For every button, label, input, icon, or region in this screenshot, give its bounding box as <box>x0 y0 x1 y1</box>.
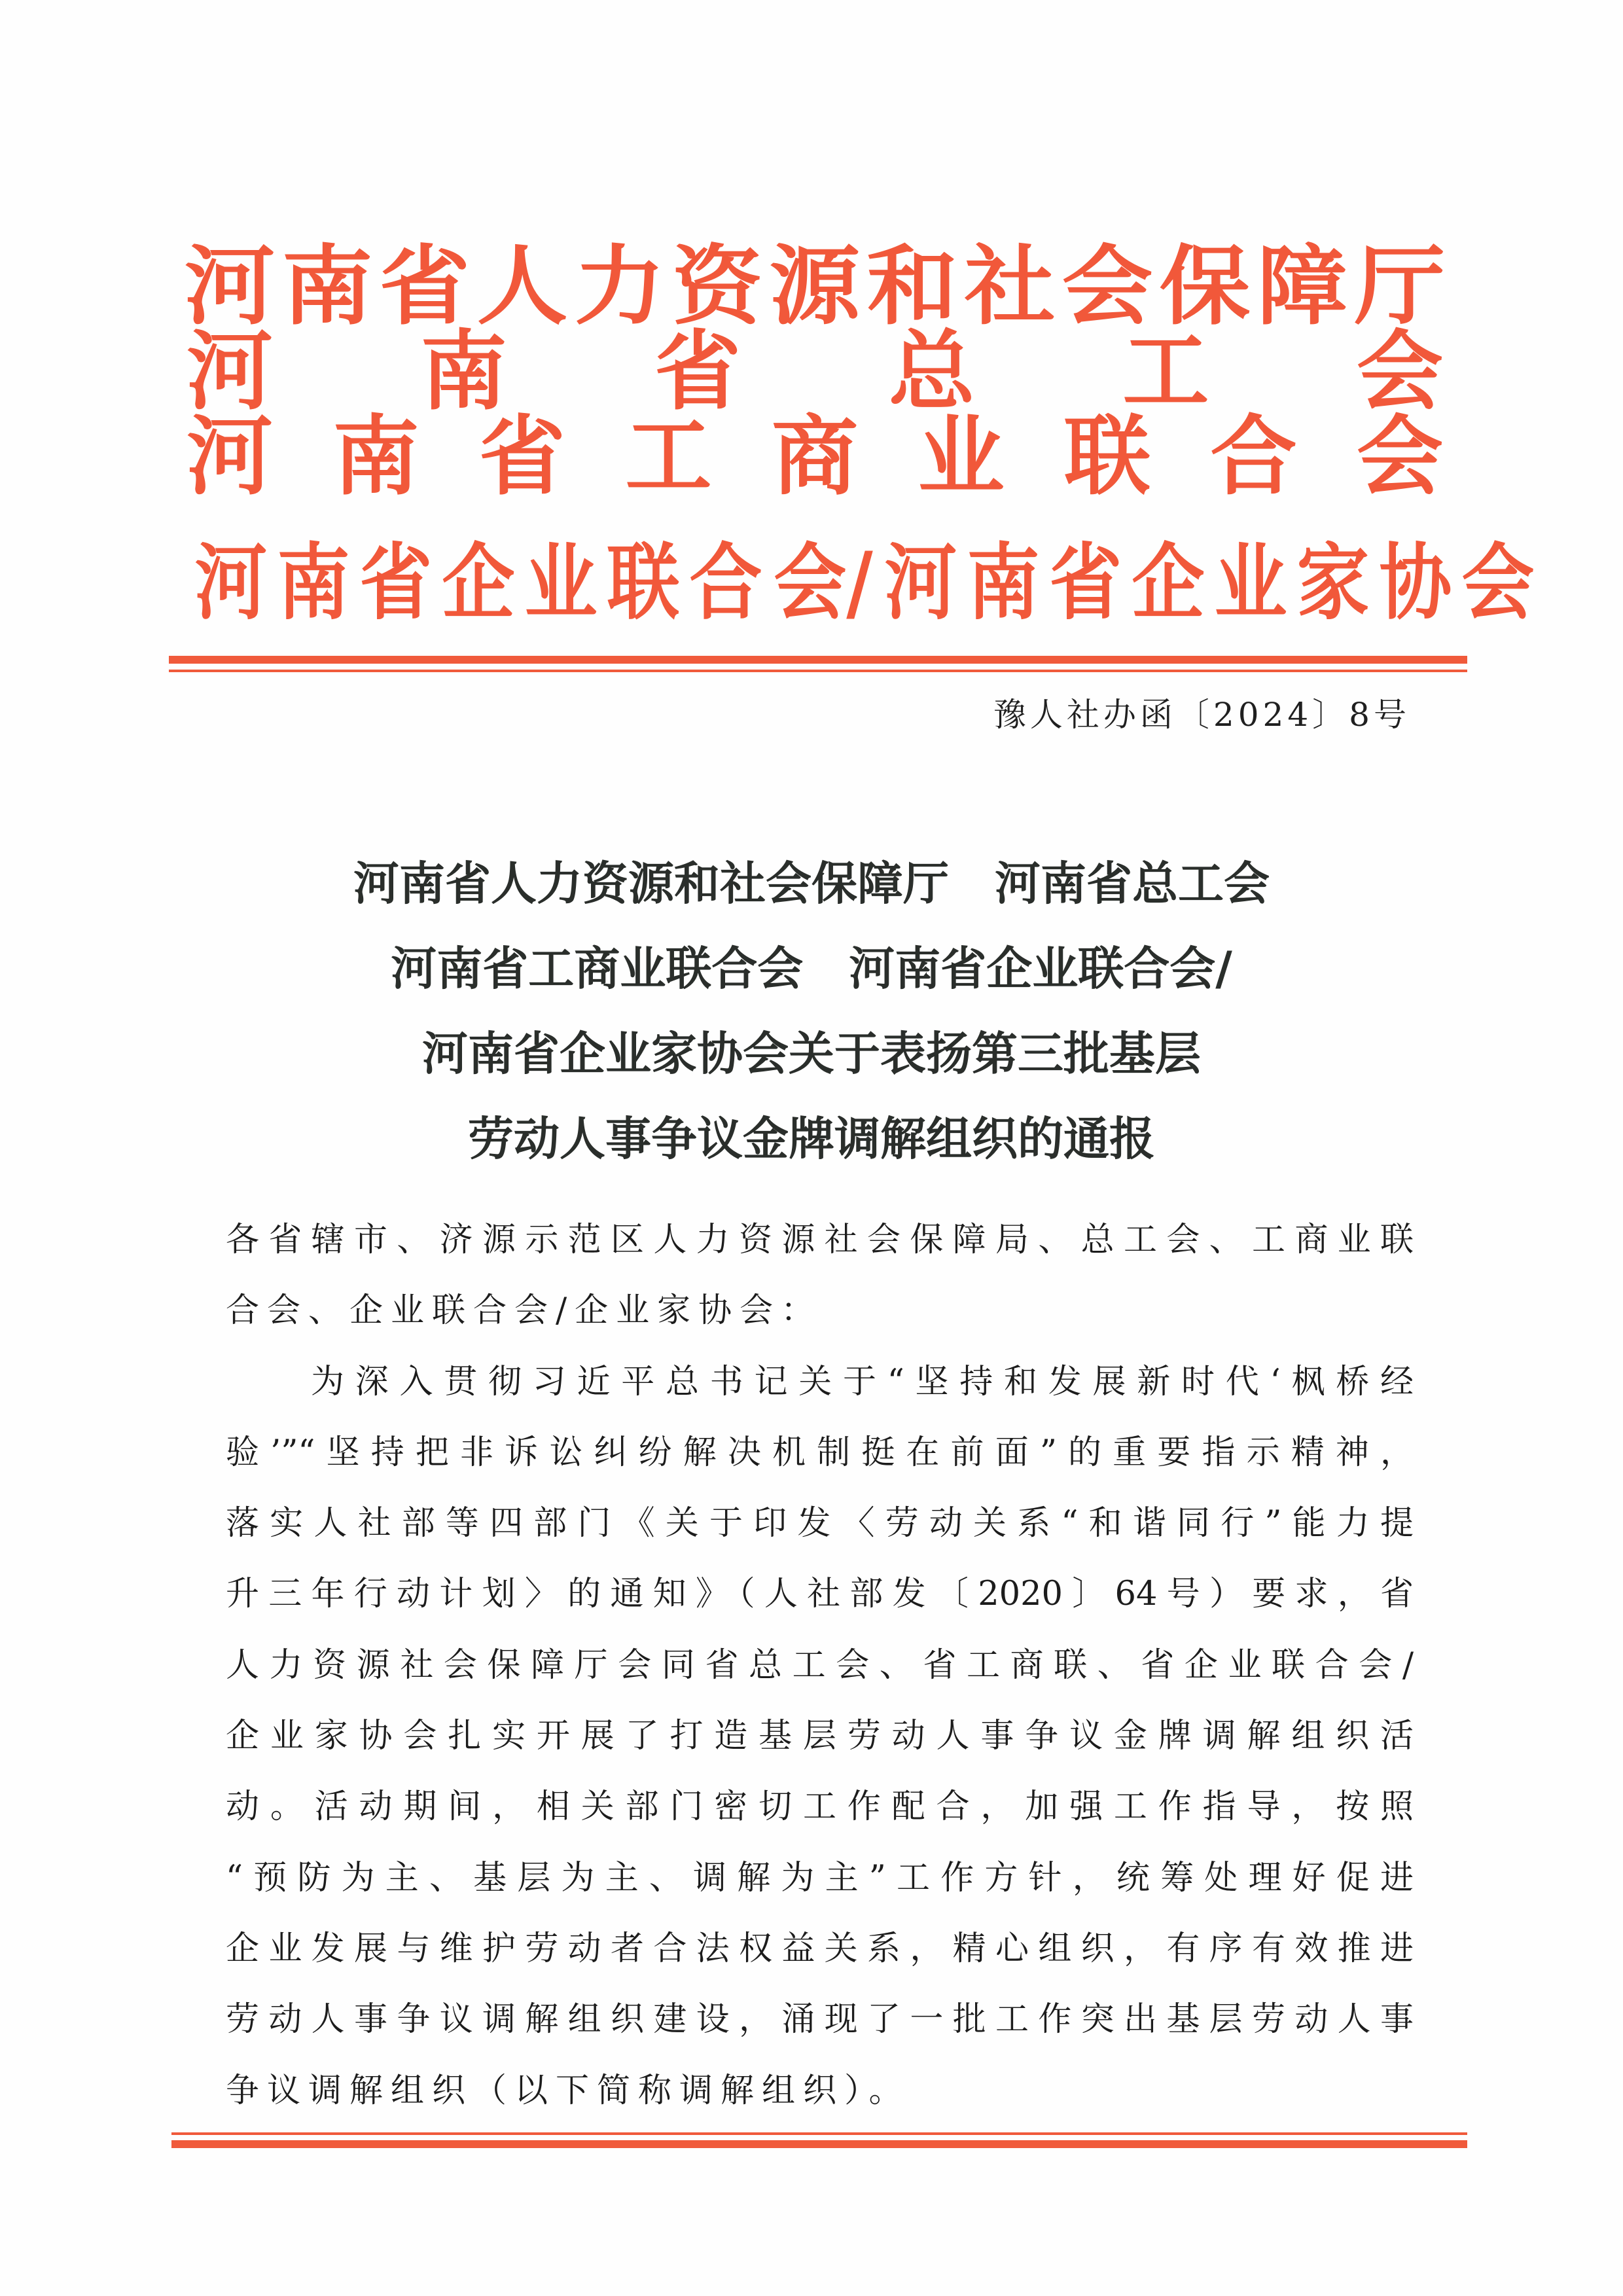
title-line: 河南省企业家协会关于表扬第三批基层 <box>422 1027 1201 1081</box>
masthead-char: 协 <box>1379 534 1452 631</box>
masthead-char: 省 <box>379 235 471 337</box>
masthead-char: 会/ <box>774 534 873 631</box>
body-line: 为深入贯彻习近平总书记关于“坚持和发展新时代‘枫桥经 <box>311 1362 1414 1401</box>
masthead-char: 省 <box>479 405 565 507</box>
masthead-char: 业 <box>524 534 597 631</box>
masthead-char: 和 <box>866 235 958 337</box>
masthead-char: 南 <box>332 405 419 507</box>
masthead-char: 河 <box>884 534 957 631</box>
masthead-char: 会 <box>1461 534 1535 631</box>
masthead-char: 家 <box>1296 534 1370 631</box>
masthead-char: 省 <box>359 534 433 631</box>
masthead-char: 南 <box>277 534 350 631</box>
masthead-char: 保 <box>1159 235 1251 337</box>
body-line: 落实人社部等四部门《关于印发〈劳动关系“和谐同行”能力提 <box>226 1504 1414 1543</box>
title-line: 河南省人力资源和社会保障厅 河南省总工会 <box>353 857 1270 910</box>
masthead-char: 会 <box>1356 320 1443 422</box>
body-line: 人力资源社会保障厅会同省总工会、省工商联、省企业联合会/ <box>226 1645 1414 1685</box>
masthead-char: 企 <box>1132 534 1205 631</box>
masthead-char: 商 <box>772 405 858 507</box>
footer-rule-thick <box>171 2140 1467 2148</box>
masthead-char: 人 <box>476 235 568 337</box>
masthead-char: 力 <box>574 235 666 337</box>
title-line: 劳动人事争议金牌调解组织的通报 <box>468 1112 1155 1166</box>
masthead-char: 河 <box>187 405 273 507</box>
document-title <box>157 841 1466 1181</box>
masthead-char: 社 <box>964 235 1056 337</box>
masthead-char: 工 <box>1122 320 1209 422</box>
footer-rule-thin <box>171 2132 1467 2135</box>
masthead-char: 业 <box>1214 534 1287 631</box>
title-line: 河南省工商业联合会 河南省企业联合会/ <box>391 942 1232 996</box>
body-line: 动。活动期间，相关部门密切工作配合，加强工作指导，按照 <box>226 1787 1414 1827</box>
masthead-char: 工 <box>625 405 712 507</box>
masthead-char: 会 <box>1357 405 1443 507</box>
masthead-char: 联 <box>607 534 680 631</box>
masthead-char: 南 <box>281 235 373 337</box>
body-line: 验’”“坚持把非诉讼纠纷解决机制挺在前面”的重要指示精神， <box>226 1433 1414 1472</box>
masthead-char: 合 <box>1210 405 1297 507</box>
masthead-char: 河 <box>194 534 268 631</box>
masthead-char: 河 <box>184 235 276 337</box>
body-line: 劳动人事争议调解组织建设，涌现了一批工作突出基层劳动人事 <box>226 2000 1414 2039</box>
masthead-char: 联 <box>1064 405 1150 507</box>
document-body <box>226 1205 1414 2126</box>
body-line-addressee: 各省辖市、济源示范区人力资源社会保障局、总工会、工商业联 <box>226 1221 1414 1259</box>
masthead-char: 障 <box>1257 235 1348 337</box>
masthead-char: 厅 <box>1354 235 1446 337</box>
masthead-char: 源 <box>769 235 861 337</box>
masthead-char: 南 <box>420 320 507 422</box>
masthead-row-trade-union <box>187 320 1443 422</box>
body-line: “预防为主、基层为主、调解为主”工作方针，统筹处理好促进 <box>226 1858 1414 1897</box>
masthead-char: 合 <box>689 534 762 631</box>
masthead-char: 南 <box>967 534 1040 631</box>
masthead-char: 河 <box>187 320 273 422</box>
masthead-char: 省 <box>654 320 741 422</box>
masthead-char: 会 <box>1061 235 1153 337</box>
masthead-char: 业 <box>918 405 1005 507</box>
masthead-char: 企 <box>442 534 515 631</box>
body-line-addressee: 合会、企业联合会/企业家协会： <box>226 1291 823 1331</box>
masthead-rule-thin <box>169 670 1467 672</box>
masthead-row-federation-commerce <box>187 405 1443 507</box>
body-line: 争议调解组织（以下简称调解组织）。 <box>226 2071 910 2110</box>
body-line: 升三年行动计划〉的通知》（人社部发〔2020〕64号）要求，省 <box>226 1575 1414 1614</box>
body-line: 企业家协会扎实开展了打造基层劳动人事争议金牌调解组织活 <box>226 1717 1414 1756</box>
masthead-char: 总 <box>888 320 975 422</box>
masthead-row-enterprise-confed <box>190 534 1535 631</box>
document-number: 豫人社办函〔2024〕8号 <box>993 696 1410 734</box>
body-line: 企业发展与维护劳动者合法权益关系，精心组织，有序有效推进 <box>226 1929 1414 1968</box>
masthead-char: 省 <box>1049 534 1122 631</box>
masthead-rule-thick <box>169 656 1467 664</box>
masthead-row-hrss <box>184 235 1446 337</box>
masthead-char: 资 <box>671 235 763 337</box>
